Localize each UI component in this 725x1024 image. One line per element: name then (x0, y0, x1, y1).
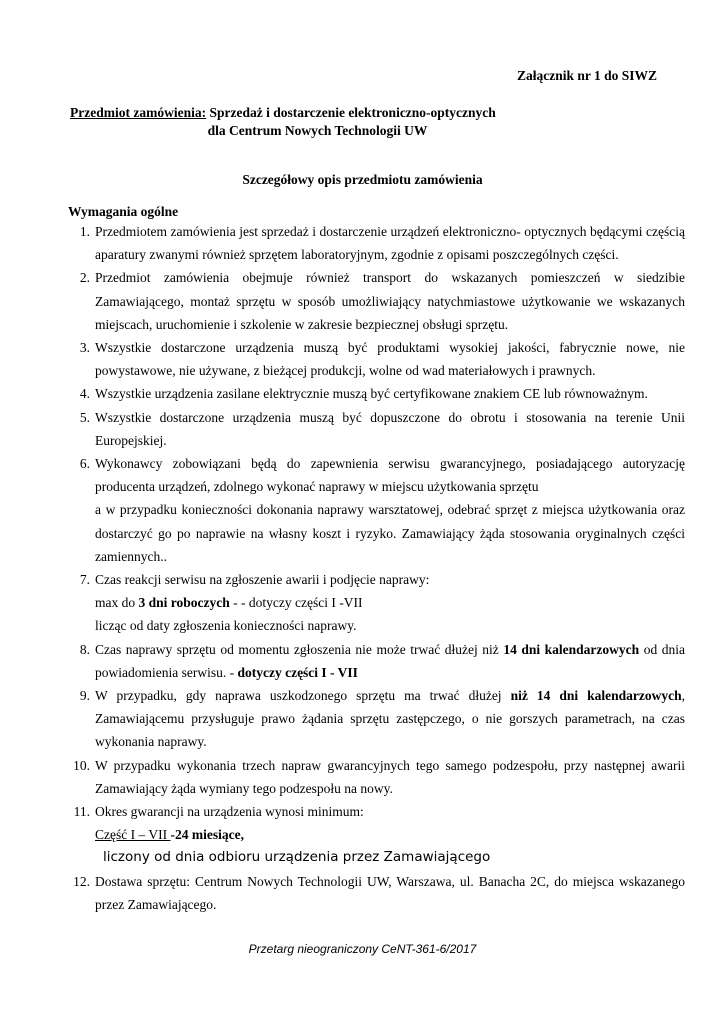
page-title: Szczegółowy opis przedmiotu zamówienia (242, 172, 483, 187)
requirements-list (68, 220, 685, 916)
list-item: 9. W przypadku, gdy naprawa uszkodzonego sprzętu ma trwać dłużej niż 14 dni kalendarzowych, Zamawiającemu przysługuje prawo żądania sprzętu zastępczego, o nie gorszych parametrach, na czas wykonania naprawy. (79, 688, 685, 750)
footer: Przetarg nieograniczony CeNT-361-6/2017 (248, 942, 477, 956)
subject-text: Sprzedaż i dostarczenie elektroniczno-optycznych (206, 105, 496, 120)
section-title: Wymagania ogólne (68, 204, 179, 219)
list-item: 8. Czas naprawy sprzętu od momentu zgłoszenia nie może trwać dłużej niż 14 dni kalendarzowych od dnia powiadomienia serwisu. - dotyczy części I - VII (79, 641, 685, 680)
attachment-label: Załącznik nr 1 do SIWZ (516, 68, 657, 83)
subject-label: Przedmiot zamówienia: (70, 105, 207, 120)
subject (70, 104, 660, 140)
list-item: 11. Okres gwarancji na urządzenia wynosi minimum: Część I – VII -24 miesiące, liczony od dnia odbioru urządzenia przez Zamawiającego (73, 804, 491, 866)
list-item: 10. W przypadku wykonania trzech napraw gwarancyjnych tego samego podzespołu, przy następnej awarii Zamawiający żąda wymiany tego podzespołu na nowy. (73, 757, 685, 796)
list-item: 2. Przedmiot zamówienia obejmuje również transport do wskazanych pomieszczeń w siedzibie Zamawiającego, montaż sprzętu w sposób umożliwiający natychmiastowe użytkowanie we wskazanych miejscach, uruchomienie i szkolenie w zakresie bezpiecznej obsługi sprzętu. (79, 270, 685, 332)
list-item: 4. Wszystkie urządzenia zasilane elektrycznie muszą być certyfikowane znakiem CE lub równoważnym. (79, 386, 648, 402)
list-item: 12. Dostawa sprzętu: Centrum Nowych Technologii UW, Warszawa, ul. Banacha 2C, do miejsca wskazanego przez Zamawiającego. (73, 873, 685, 912)
subject-line2: dla Centrum Nowych Technologii UW (207, 123, 428, 138)
list-item: 7. Czas reakcji serwisu na zgłoszenie awarii i podjęcie naprawy: max do 3 dni roboczych - - dotyczy części I -VII licząc od daty zgłoszenia konieczności naprawy. (79, 572, 430, 634)
list-item: 5. Wszystkie dostarczone urządzenia muszą być dopuszczone do obrotu i stosowania na terenie Unii Europejskiej. (79, 409, 685, 448)
list-item: 1. Przedmiotem zamówienia jest sprzedaż i dostarczenie urządzeń elektroniczno- optycznych będącymi częścią aparatury zwanymi również sprzętem laboratoryjnym, zgodnie z opisami poszczególnych części. (79, 224, 685, 263)
list-item: 6. Wykonawcy zobowiązani będą do zapewnienia serwisu gwarancyjnego, posiadającego autoryzację producenta urządzeń, zdolnego wykonać naprawy w miejscu użytkowania sprzętu a w przypadku konieczności dokonania naprawy warsztatowej, odebrać sprzęt z miejsca użytkowania oraz dostarczyć go po naprawie na własny koszt i ryzyko. Zamawiający żąda stosowania oryginalnych części zamiennych.. (79, 456, 685, 564)
list-item: 3. Wszystkie dostarczone urządzenia muszą być produktami wysokiej jakości, fabrycznie nowe, nie powystawowe, nie używane, z bieżącej produkcji, wolne od wad materiałowych i prawnych. (79, 340, 685, 379)
